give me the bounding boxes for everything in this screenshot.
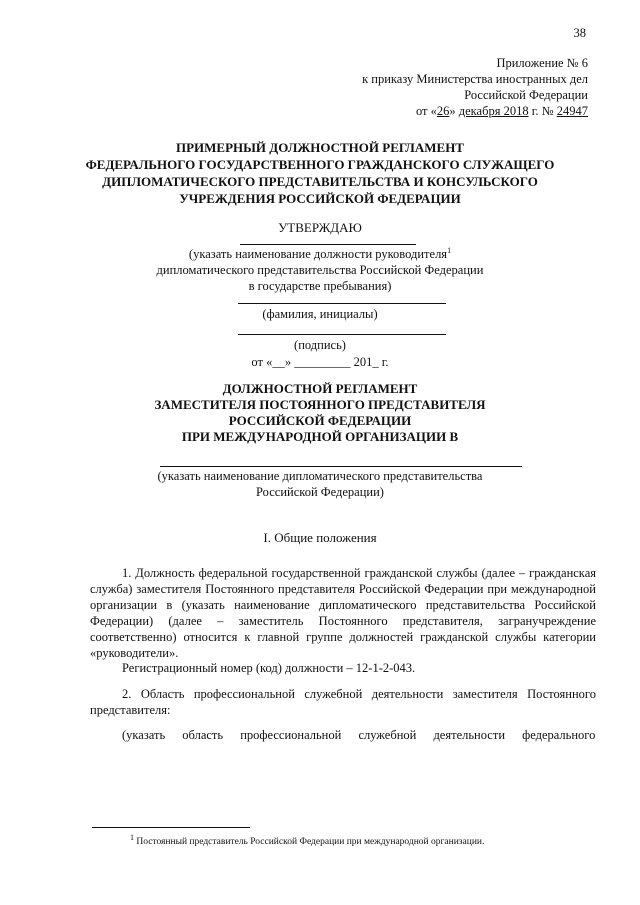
paragraph-2-hint: (указать область профессиональной служебной деятельности федерального: [122, 728, 596, 742]
paragraph-registration: Регистрационный номер (код) должности – 12-1-2-043.: [122, 661, 416, 675]
mission-blank-line: [160, 466, 522, 467]
appendix-date-line: [362, 103, 588, 119]
date-suffix: г. №: [528, 104, 557, 118]
date-month: декабря 2018: [458, 104, 529, 118]
footnote-reference-mark: 1: [447, 245, 452, 255]
regulation-title: [80, 381, 560, 445]
paragraph-1: 1. Должность федеральной государственной гражданской службы (далее – гражданская служба) заместителя Постоянного представителя Российской Федерации при международной организации в (указать наименование дипломатического представительства Российской Федерации) (далее – заместитель Постоянного представителя, загранучреждение соответственно) относится к главной группе должностей гражданской службы категории «руководители».: [90, 566, 596, 660]
footnote: [130, 832, 485, 848]
regulation-title-line-4: ПРИ МЕЖДУНАРОДНОЙ ОРГАНИЗАЦИИ В: [181, 429, 459, 444]
footnote-mark: 1: [130, 832, 134, 842]
signature-hint: (подпись): [294, 338, 346, 352]
page-number: 38: [573, 26, 586, 40]
appendix-header: [362, 55, 588, 119]
mission-hint-line-1: (указать наименование дипломатического представительства: [157, 469, 483, 483]
position-blank-line: [240, 244, 416, 245]
date-mid: »: [449, 104, 459, 118]
regulation-title-line-2: ЗАМЕСТИТЕЛЯ ПОСТОЯННОГО ПРЕДСТАВИТЕЛЯ: [154, 397, 486, 412]
approve-date-line: от «__» _________ 201_ г.: [251, 355, 389, 369]
name-hint: (фамилия, инициалы): [262, 307, 378, 321]
section-title: I. Общие положения: [263, 530, 377, 545]
main-title: [80, 139, 560, 207]
main-title-line-2: ФЕДЕРАЛЬНОГО ГОСУДАРСТВЕННОГО ГРАЖДАНСКОГО СЛУЖАЩЕГО: [85, 157, 555, 172]
footnote-text: Постоянный представитель Российской Федерации при международной организации.: [134, 837, 485, 847]
appendix-line-1: Приложение № 6: [496, 56, 588, 70]
appendix-line-3: Российской Федерации: [464, 88, 588, 102]
name-blank-line: [238, 303, 446, 304]
appendix-line-2: к приказу Министерства иностранных дел: [362, 72, 588, 86]
date-prefix: от «: [415, 104, 437, 118]
mission-hint: [100, 468, 540, 500]
date-day: 26: [436, 104, 450, 118]
main-title-line-1: ПРИМЕРНЫЙ ДОЛЖНОСТНОЙ РЕГЛАМЕНТ: [176, 140, 464, 155]
position-hint-line-2: дипломатического представительства Российской Федерации: [156, 263, 484, 277]
position-hint: [100, 246, 540, 294]
position-hint-line-1: (указать наименование должности руководителя$^1$: [188, 245, 452, 261]
main-title-line-3: ДИПЛОМАТИЧЕСКОГО ПРЕДСТАВИТЕЛЬСТВА И КОНСУЛЬСКОГО: [102, 174, 538, 189]
main-title-line-4: УЧРЕЖДЕНИЯ РОССИЙСКОЙ ФЕДЕРАЦИИ: [179, 191, 461, 206]
mission-hint-line-2: Российской Федерации): [256, 485, 384, 499]
signature-blank-line: [238, 334, 446, 335]
regulation-title-line-3: РОССИЙСКОЙ ФЕДЕРАЦИИ: [228, 413, 412, 428]
paragraph-2: 2. Область профессиональной служебной деятельности заместителя Постоянного представителя:: [90, 687, 596, 717]
position-hint-line-3: в государстве пребывания): [248, 279, 392, 293]
order-number: 24947: [556, 104, 588, 118]
approve-heading: УТВЕРЖДАЮ: [278, 220, 362, 235]
footnote-separator: [92, 827, 250, 828]
regulation-title-line-1: ДОЛЖНОСТНОЙ РЕГЛАМЕНТ: [222, 381, 418, 396]
